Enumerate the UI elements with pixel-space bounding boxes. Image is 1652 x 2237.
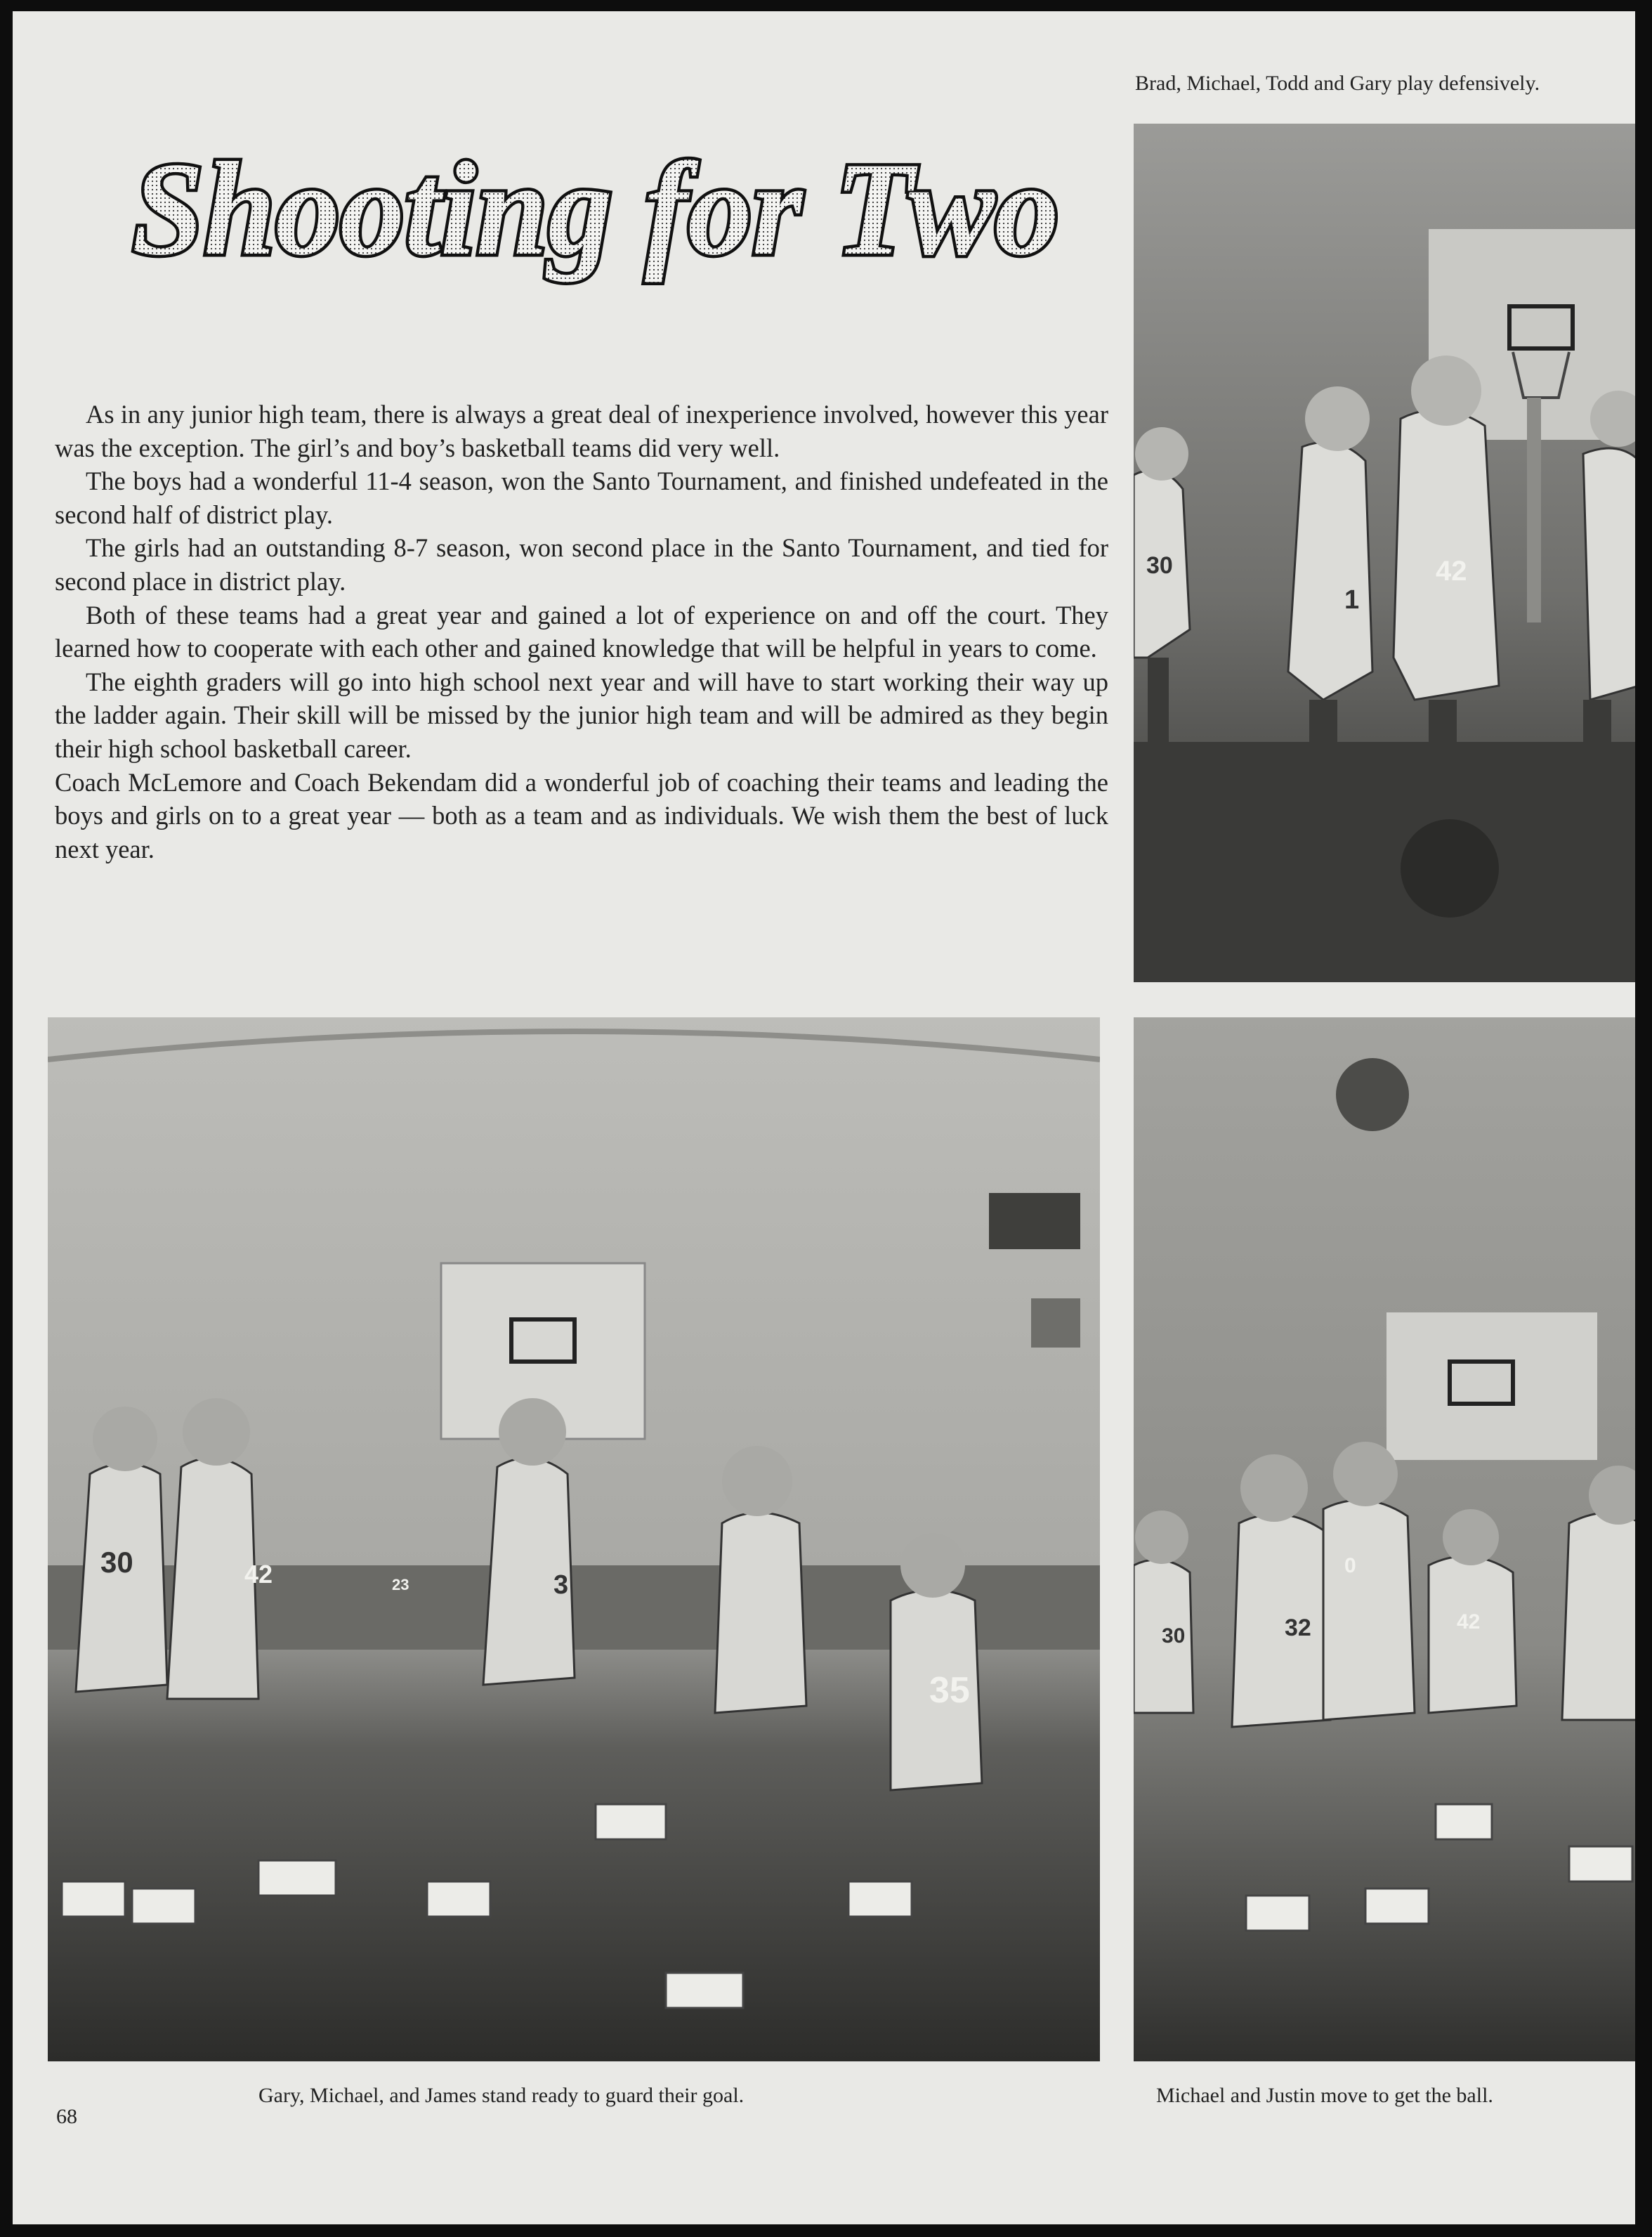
- photo-bottom-left: [48, 1017, 1100, 2061]
- jersey-number: 1: [1344, 585, 1360, 615]
- jersey-number: 32: [1285, 1615, 1311, 1641]
- photo-caption-bottom-left: Gary, Michael, and James stand ready to guard their goal.: [258, 2084, 745, 2107]
- article-paragraph-2: The boys had a wonderful 11-4 season, won the Santo Tournament, and finished undefeated in the second half of district play.: [55, 467, 1108, 529]
- photo-top-right: [1134, 124, 1635, 982]
- article-body: [55, 398, 1108, 866]
- jersey-number: 30: [1162, 1624, 1186, 1648]
- yearbook-page: [13, 11, 1635, 2224]
- article-paragraph-4: Both of these teams had a great year and gained a lot of experience on and off the court. They learned how to cooperate with each other and gained knowledge that will be helpful in years to come.: [55, 600, 1108, 663]
- jersey-number: 42: [1436, 556, 1467, 587]
- jersey-number: 42: [244, 1560, 273, 1589]
- jersey-number: 0: [1344, 1554, 1356, 1577]
- jersey-number: 3: [553, 1570, 569, 1600]
- title-lettering: Shooting for Two: [132, 141, 1059, 283]
- photo-caption-bottom-right: Michael and Justin move to get the ball.: [1156, 2084, 1493, 2107]
- article-paragraph-3: The girls had an outstanding 8-7 season, won second place in the Santo Tournament, and tied for second place in district play.: [55, 533, 1108, 596]
- article-paragraph-6: Coach McLemore and Coach Bekendam did a wonderful job of coaching their teams and leading the boys and girls on to a great year — both as a team and as individuals. We wish them the best of luck next year.: [55, 767, 1108, 863]
- photo-bottom-right: [1134, 1017, 1635, 2061]
- jersey-number: 30: [1146, 552, 1173, 579]
- photo-caption-top-right: Brad, Michael, Todd and Gary play defensively.: [1135, 72, 1540, 95]
- page-number: 68: [56, 2105, 77, 2128]
- article-paragraph-5: The eighth graders will go into high school next year and will have to start working their way up the ladder again. Their skill will be missed by the junior high team and will be admired as they begin their high school basketball career.: [55, 667, 1108, 763]
- jersey-number: 30: [100, 1546, 133, 1579]
- jersey-number: 35: [929, 1670, 970, 1711]
- article-paragraph-1: As in any junior high team, there is always a great deal of inexperience involved, however this year was the exception. The girl’s and boy’s basketball teams did very well.: [55, 400, 1108, 462]
- jersey-number: 23: [392, 1576, 409, 1593]
- jersey-number: 42: [1457, 1610, 1481, 1633]
- page-title: [125, 141, 1073, 289]
